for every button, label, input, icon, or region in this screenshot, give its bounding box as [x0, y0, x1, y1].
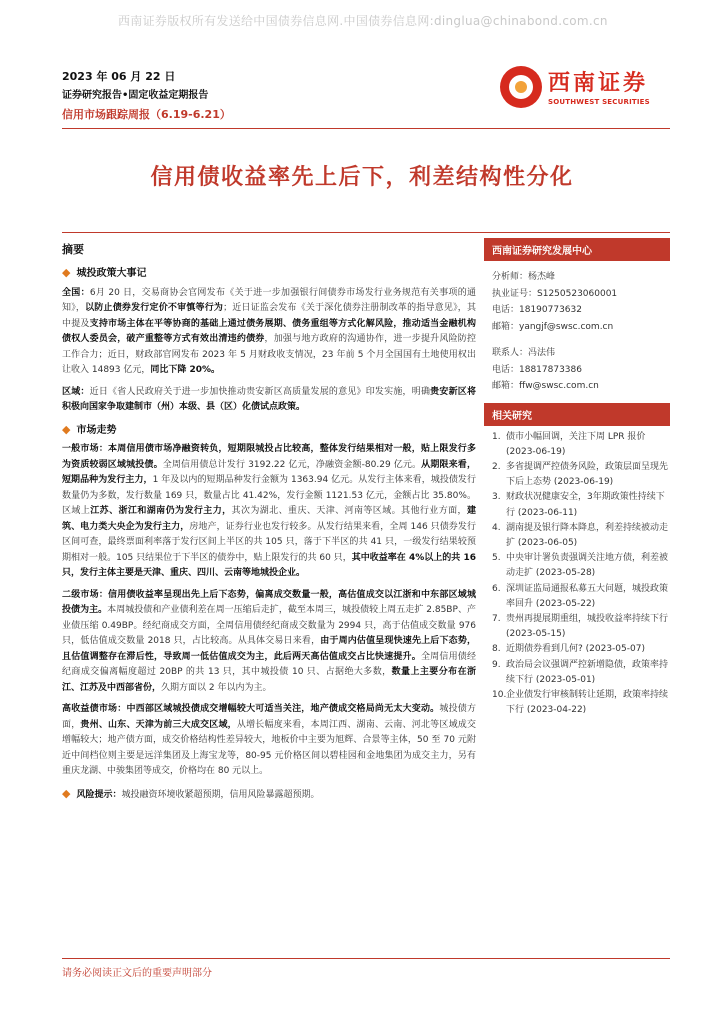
list-item[interactable]: 3. 财政状况健康安全，3年期政策性持续下行 (2023-06-11) [492, 492, 665, 518]
footer-divider [62, 958, 670, 959]
analyst-phone: 电话：18190773632 [492, 305, 582, 315]
list-item[interactable]: 8. 近期债券看到几何? (2023-05-07) [492, 644, 645, 655]
list-item[interactable]: 1. 债市小幅回调，关注下周 LPR 报价 (2023-06-19) [492, 431, 646, 457]
research-center-header: 西南证券研究发展中心 [484, 238, 670, 261]
abstract-body [62, 262, 476, 803]
sidebar [484, 238, 670, 718]
list-item[interactable]: 7. 贵州再提展期重组，城投收益率持续下行 (2023-05-15) [492, 613, 669, 640]
report-series: 信用市场跟踪周报（6.19-6.21） [62, 108, 231, 121]
contact-phone: 电话：18817873386 [492, 364, 582, 375]
report-date: 2023 年 06 月 22 日 [62, 70, 176, 83]
contact-email[interactable]: 邮箱：ffw@swsc.com.cn [492, 381, 599, 391]
related-research-header: 相关研究 [484, 403, 670, 426]
list-item[interactable]: 9. 政治局会议强调严控新增隐债，政策率持续下行 (2023-05-01) [492, 659, 669, 685]
list-item[interactable]: 5. 中央审计署负责强调关注地方债，利差被动走扩 (2023-05-28) [492, 553, 669, 579]
high-yield-paragraph: 高收益债市场：中西部区域城投债成交增幅较大可适当关注，地产债成交格局尚无太大变动。城投债方面，贵州、山东、天津为前三大成交区域，从增长幅度来看，本周江西、湖南、云南、河北等区域成交增幅较大；地产债方面，成交价格结构性差异较大，地板价中主要为旭辉、合景等主体，50 至 70 元附近中间档位则主要是远洋集团及上海宝龙等，80-95 元价格区间以碧桂园和金地集团为成交主力，另有重庆龙湖、中骏集团等成交，价格均在 80 元以上。 [62, 704, 476, 776]
bullet-icon: ◆ [62, 786, 71, 800]
secondary-market-paragraph: 二级市场：信用债收益率呈现出先上后下态势，偏离成交数量一般，高估值成交以江浙和中东部区域城投债为主。本周城投债和产业债利差在周一压缩后走扩，截至本周三，城投债较上周五走扩 2.85BP、产业债压缩 0.49BP。经纪商成交方面，全周信用债经纪商成交数量为 2994 只，高于估值成交数量 976 只，低估值成交数量 2018 只，占比较高。从具体交易日来看，由于周内估值呈现快速先上后下态势，且估值调整存在滞后性，导致周一低估值成交为主，此后两天高估值成交占比快速提升。全周信用债经纪商成交偏离幅度超过 20BP 的共 13 只，其中城投债 10 只、占据绝大多数，数量上主要分布在浙江、江苏及中西部省份，久期方面以 2 年以内为主。 [62, 589, 476, 693]
contact-name: 联系人：冯法伟 [492, 348, 556, 358]
analyst-contacts [484, 261, 670, 399]
policy-region-paragraph: 区域：近日《省人民政府关于进一步加快推动贵安新区高质量发展的意见》印发实施，明确贵安新区将积极向国家争取建制市（州）本级、县（区）化债试点政策。 [62, 386, 476, 412]
risk-warning: ◆ 风险提示：城投融资环境收紧超预期，信用风险暴露超预期。 [62, 786, 320, 800]
list-item[interactable]: 4. 湖南提及银行降本降息，利差持续被动走扩 (2023-06-05) [492, 522, 669, 548]
report-type: 证券研究报告•固定收益定期报告 [62, 90, 209, 101]
list-item[interactable]: 6. 深圳证监局通报私募五大问题，城投政策率回升 (2023-05-22) [492, 583, 669, 609]
bullet-icon: ◆ [62, 266, 71, 279]
analyst-email[interactable]: 邮箱：yangjf@swsc.com.cn [492, 321, 614, 332]
logo-sun-icon [500, 66, 542, 108]
header-divider [62, 128, 670, 129]
title-divider [62, 232, 670, 233]
logo-cn-text: 西南证券 [548, 70, 649, 96]
analyst-name: 分析师：杨杰峰 [492, 272, 556, 282]
primary-market-paragraph: 一般市场：本周信用债市场净融资转负，短期限城投占比较高，整体发行结果相对一般，贴上限发行多为资质较弱区域城投债。全周信用债总计发行 3192.22 亿元，净融资金额-80.29 亿元。从期限来看，短期品种为发行主力，1 年及以内的短期品种发行金额为 1363.94 亿元。从发行主体来看，城投债发行数量仍为多数，发行数量 169 只，数量占比 41.42%，发行金额 1121.53 亿元，金额占比 35.80%。区域上江苏、浙江和湖南仍为发行主力，其次为湖北、重庆、天津、河南等区域。其他行业方面，建筑、电力类大央企为发行主力，房地产，证券行业也发行较多。从发行结果来看，全周 146 只债券发行区间可查，最终票面利率落于发行区间上半区的共 105 只，落于下半区的共 41 只，一级发行结果较预期相对一般。105 只结果位于下半区的债券中，贴上限发行的共 60 只，其中收益率在 4%以上的共 16 只，发行主体主要是天津、重庆、四川、云南等地城投企业。 [62, 444, 476, 578]
section-heading-market: ◆ 市场走势 [62, 422, 117, 436]
list-item[interactable]: 10. 企业债发行审核制转让延期，政策率持续下行 (2023-04-22) [492, 689, 669, 716]
section-heading-policy: ◆ 城投政策大事记 [62, 266, 147, 279]
related-research-list [484, 426, 670, 719]
footer-disclaimer: 请务必阅读正文后的重要声明部分 [62, 968, 212, 979]
page-title: 信用债收益率先上后下，利差结构性分化 [150, 164, 574, 190]
company-logo [500, 64, 680, 120]
logo-en-text: SOUTHWEST SECURITIES [548, 98, 650, 106]
analyst-cert: 执业证号：S1250523060001 [492, 288, 618, 299]
bullet-icon: ◆ [62, 422, 71, 436]
list-item[interactable]: 2. 多省提调严控债务风险，政策层面呈现先下后上态势 (2023-06-19) [492, 461, 669, 488]
abstract-label: 摘要 [62, 243, 84, 256]
watermark-text: 西南证券版权所有发送给中国债券信息网.中国债券信息网:dinglua@chinabond.com.cn [118, 14, 608, 28]
policy-national-paragraph: 全国：6月 20 日，交易商协会官网发布《关于进一步加强银行间债券市场发行业务规范有关事项的通知》，以防止债券发行定价不审慎等行为；近日证监会发布《关于深化债券注册制改革的指导意见》，其中提及支持市场主体在平等协商的基础上通过债务展期、债务重组等方式化解风险，推动适当金融机构债权人委员会，破产重整等方式有效出清违约债券，加强与地方政府的沟通协作，进一步提升风险防控工作合力；近日，财政部官网发布 2023 年 5 月财政收支情况，23 年前 5 个月全国国有土地使用权出让收入 14893 亿元，同比下降 20%。 [62, 287, 476, 375]
